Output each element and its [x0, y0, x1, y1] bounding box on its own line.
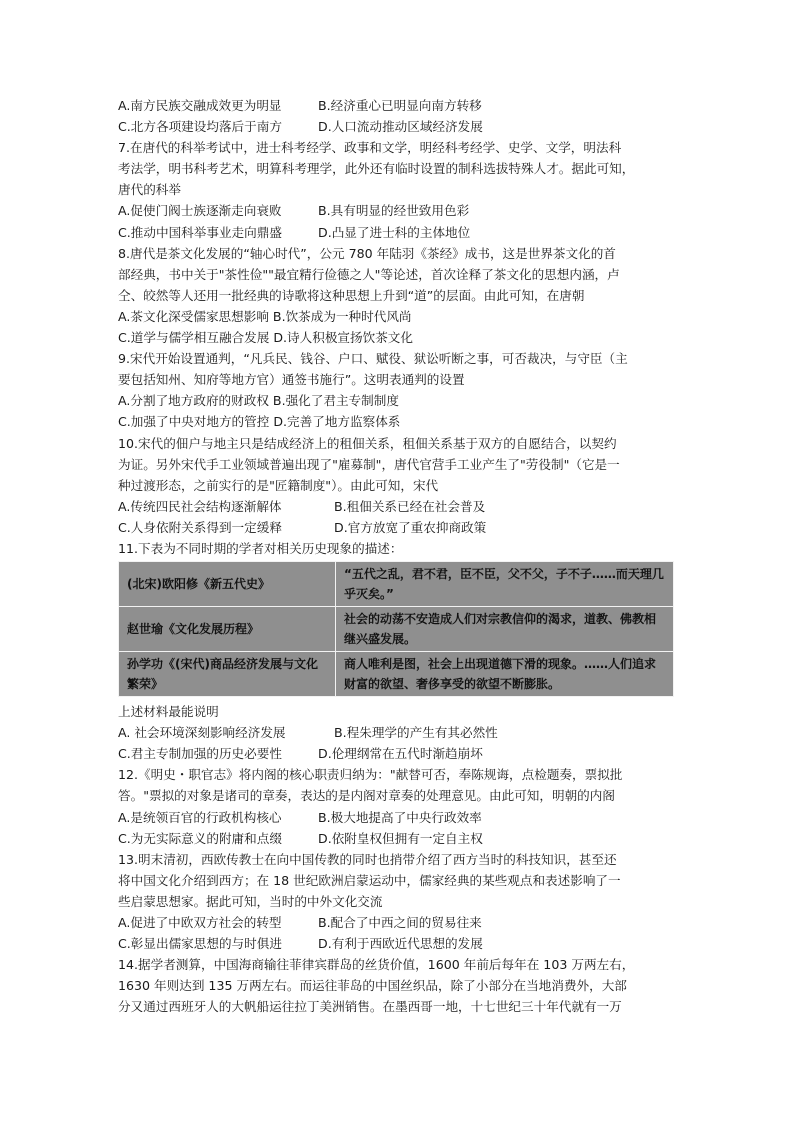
- q6-options-row-2: [118, 116, 678, 137]
- q12-stem-line-2: 答。"票拟的对象是诸司的章奏，表达的是内阁对章奏的处理意见。由此可知，明朝的内阁: [118, 788, 615, 804]
- q13-stem-line-3: 些启蒙思想家。据此可知，当时的中外文化交流: [118, 893, 383, 909]
- q11-options-row-1: [118, 722, 678, 743]
- q7-stem-line-3: 唐代的科举: [118, 182, 181, 198]
- q11-option-c: C.君主专制加强的历史必要性: [118, 746, 282, 762]
- q13-options-row-2: [118, 933, 678, 954]
- table-cell-description: 社会的动荡不安造成人们对宗教信仰的渴求，道教、佛教相继兴盛发展。: [336, 607, 674, 652]
- q10-options-row-1: [118, 496, 678, 517]
- table-cell-source: 孙学功《(宋代)商品经济发展与文化繁荣》: [119, 652, 336, 697]
- q12-option-c: C.为无实际意义的附庸和点缀: [118, 830, 282, 846]
- table-cell-description: “五代之乱，君不君，臣不臣，父不父，子不子……而天理几乎灭矣。”: [336, 562, 674, 607]
- q14-stem-line-1: 14.据学者测算，中国海商输往菲律宾群岛的丝货价值，1600 年前后每年在 103 万两左右，: [118, 957, 635, 973]
- q6-option-c: C.北方各项建设均落后于南方: [118, 119, 282, 135]
- q6-option-b: B.经济重心已明显向南方转移: [318, 98, 482, 113]
- q13-options-row-1: [118, 912, 678, 933]
- table-row: [119, 562, 674, 607]
- q8-options-ab: A.茶文化深受儒家思想影响 B.饮茶成为一种时代风尚: [118, 308, 412, 324]
- q8-stem-line-1: 8.唐代是茶文化发展的“轴心时代”，公元 780 年陆羽《茶经》成书，这是世界茶文化的首: [118, 245, 616, 261]
- q14-stem-line-2: 1630 年则达到 135 万两左右。而运往菲岛的中国丝织品，除了小部分在当地消费外，大部: [118, 978, 627, 994]
- q6-options-row-1: [118, 95, 678, 116]
- q10-option-c: C.人身依附关系得到一定缓释: [118, 519, 282, 535]
- q13-option-b: B.配合了中西之间的贸易往来: [318, 915, 482, 930]
- q12-stem-line-1: 12.《明史・职官志》将内阁的核心职责归纳为："献替可否，奉陈规诲，点检题奏，票拟批: [118, 767, 623, 783]
- q12-options-row-2: [118, 828, 678, 849]
- q7-options-row-2: [118, 222, 678, 243]
- q7-stem-line-2: 考法学，明书科考艺术，明算科考理学，此外还有临时设置的制科选拔特殊人才。据此可知，: [118, 161, 635, 177]
- q12-option-a: A.是统领百官的行政机构核心: [118, 809, 282, 825]
- table-cell-source: 赵世瑜《文化发展历程》: [119, 607, 336, 652]
- q10-stem-line-2: 为证。另外宋代手工业领域普遍出现了"雇募制"，唐代官营手工业产生了"劳役制"（它是一: [118, 456, 620, 472]
- q6-option-a: A.南方民族交融成效更为明显: [118, 98, 282, 113]
- q10-options-row-2: [118, 517, 678, 538]
- q13-option-a: A.促进了中欧双方社会的转型: [118, 915, 282, 930]
- q8-stem-line-3: 仝、皎然等人还用一批经典的诗歌将这种思想上升到“道”的层面。由此可知，在唐朝: [118, 287, 585, 303]
- q13-stem-line-1: 13.明末清初，西欧传教士在向中国传教的同时也捎带介绍了西方当时的科技知识，甚至还: [118, 851, 617, 867]
- table-cell-source: (北宋)欧阳修《新五代史》: [119, 562, 336, 607]
- q6-option-d: D.人口流动推动区域经济发展: [318, 119, 483, 135]
- q13-option-c: C.彰显出儒家思想的与时俱进: [118, 936, 282, 952]
- q12-option-b: B.极大地提高了中央行政效率: [318, 809, 482, 825]
- q7-option-d: D.凸显了进士科的主体地位: [318, 224, 471, 240]
- q7-option-a: A.促使门阀士族逐渐走向衰败: [118, 203, 282, 219]
- q13-option-d: D.有利于西欧近代思想的发展: [318, 936, 483, 952]
- table-row: [119, 607, 674, 652]
- q10-option-d: D.官方放宽了重农抑商政策: [334, 519, 487, 535]
- q9-stem-line-2: 要包括知州、知府等地方官）通签书施行”。这明表通判的设置: [118, 372, 465, 388]
- q11-options-row-2: [118, 743, 678, 764]
- q10-stem-line-3: 种过渡形态，之前实行的是"匠籍制度"）。由此可知，宋代: [118, 477, 439, 493]
- page-content: [118, 95, 678, 1017]
- q7-option-c: C.推动中国科举事业走向鼎盛: [118, 224, 282, 240]
- q10-stem-line-1: 10.宋代的佃户与地主只是结成经济上的租佃关系，租佃关系基于双方的自愿结合，以契约: [118, 435, 617, 451]
- q14-stem-line-3: 分又通过西班牙人的大帆船运往拉丁美洲销售。在墨西哥一地，十七世纪三十年代就有一万: [118, 999, 622, 1015]
- table-cell-description: 商人唯利是图，社会上出现道德下滑的现象。……人们追求财富的欲望、奢侈享受的欲望不断膨胀。: [336, 652, 674, 697]
- q11-intro: 11.下表为不同时期的学者对相关历史现象的描述：: [118, 540, 403, 556]
- q10-option-a: A.传统四民社会结构逐渐解体: [118, 498, 282, 514]
- q8-options-cd: C.道学与儒学相互融合发展 D.诗人积极宣扬饮茶文化: [118, 330, 413, 346]
- q10-option-b: B.租佃关系已经在社会普及: [334, 498, 486, 514]
- q7-stem-line-1: 7.在唐代的科举考试中，进士科考经学、政事和文学，明经科考经学、史学、文学，明法科: [118, 140, 622, 156]
- q8-stem-line-2: 部经典，书中关于"茶性俭""最宜精行俭德之人"等论述，首次诠释了茶文化的思想内涵，卢: [118, 266, 620, 282]
- q11-option-b: B.程朱理学的产生有其必然性: [334, 725, 498, 741]
- q9-options-ab: A.分割了地方政府的财政权 B.强化了君主专制制度: [118, 393, 399, 409]
- q7-option-b: B.具有明显的经世致用色彩: [318, 203, 470, 219]
- q9-options-cd: C.加强了中央对地方的管控 D.完善了地方监察体系: [118, 414, 401, 430]
- table-row: [119, 652, 674, 697]
- q7-options-row-1: [118, 200, 678, 221]
- q11-table: [118, 561, 674, 697]
- q11-option-a: A. 社会环境深刻影响经济发展: [118, 725, 286, 741]
- q9-stem-line-1: 9.宋代开始设置通判，“凡兵民、钱谷、户口、赋役、狱讼听断之事，可否裁决，与守臣（主: [118, 351, 628, 367]
- q12-option-d: D.依附皇权但拥有一定自主权: [318, 830, 483, 846]
- q13-stem-line-2: 将中国文化介绍到西方；在 18 世纪欧洲启蒙运动中，儒家经典的某些观点和表述影响了一: [118, 872, 621, 888]
- q11-option-d: D.伦理纲常在五代时渐趋崩坏: [318, 746, 483, 762]
- q12-options-row-1: [118, 807, 678, 828]
- q11-stem: 上述材料最能说明: [118, 704, 219, 720]
